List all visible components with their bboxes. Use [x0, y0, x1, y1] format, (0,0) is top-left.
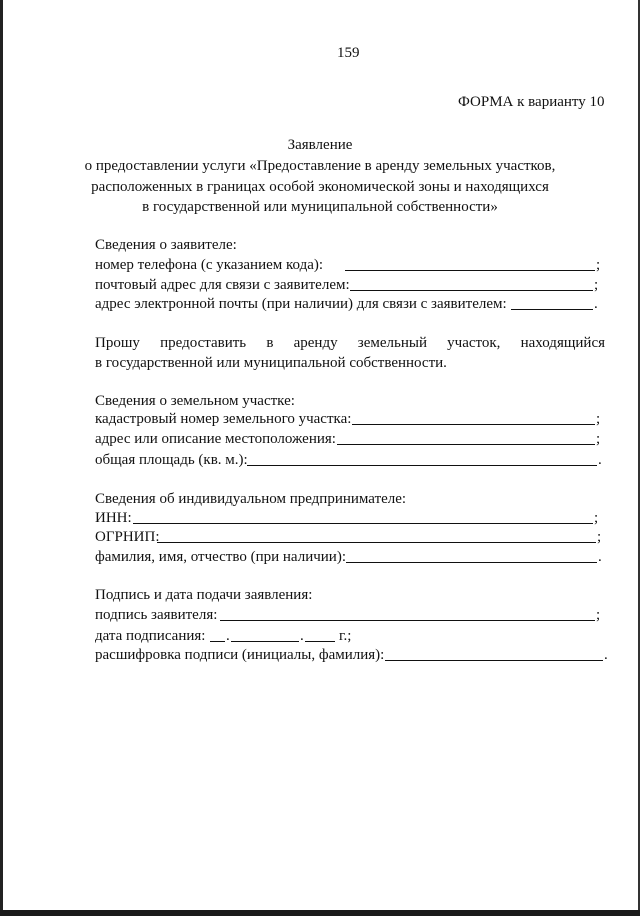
signature-heading: Подпись и дата подачи заявления: — [95, 587, 313, 603]
postal-semicolon: ; — [594, 277, 599, 293]
request-word: в — [266, 335, 274, 351]
subtitle-line-2: расположенных в границах особой экономической зоны и находящихся — [91, 179, 549, 195]
request-word: предоставить — [160, 335, 247, 351]
postal-label: почтовый адрес для связи с заявителем: — [95, 277, 350, 293]
date-label: дата подписания: — [95, 628, 206, 644]
subtitle-line-1: о предоставлении услуги «Предоставление в аренду земельных участков, — [84, 158, 556, 174]
date-dot-1: . — [226, 628, 230, 644]
area-period: . — [598, 452, 602, 468]
decode-period: . — [604, 647, 608, 663]
phone-field[interactable] — [345, 270, 595, 271]
signature-decode-field[interactable] — [385, 660, 603, 661]
document-title: Заявление — [287, 137, 353, 153]
request-word: земельный — [357, 335, 427, 351]
form-label: ФОРМА к варианту 10 — [458, 94, 605, 110]
fio-period: . — [598, 549, 602, 565]
area-label: общая площадь (кв. м.): — [95, 452, 248, 468]
signature-field[interactable] — [220, 620, 595, 621]
inn-label: ИНН: — [95, 510, 132, 526]
email-period: . — [594, 296, 598, 312]
area-field[interactable] — [247, 465, 597, 466]
postal-address-field[interactable] — [350, 290, 593, 291]
email-label: адрес электронной почты (при наличии) для связи с заявителем: — [95, 296, 507, 312]
year-suffix: г.; — [339, 628, 352, 644]
inn-field[interactable] — [133, 523, 593, 524]
phone-label: номер телефона (с указанием кода): — [95, 257, 324, 273]
signature-decode-label: расшифровка подписи (инициалы, фамилия): — [95, 647, 385, 663]
request-word: находящийся — [520, 335, 605, 351]
subtitle-line-3: в государственной или муниципальной собственности» — [142, 199, 498, 215]
land-heading: Сведения о земельном участке: — [95, 393, 295, 409]
signature-label: подпись заявителя: — [95, 607, 218, 623]
fio-label: фамилия, имя, отчество (при наличии): — [95, 549, 346, 565]
entrepreneur-heading: Сведения об индивидуальном предпринимателе: — [95, 491, 407, 507]
ogrnip-semicolon: ; — [597, 529, 602, 545]
date-year-field[interactable] — [305, 641, 335, 642]
location-semicolon: ; — [596, 431, 601, 447]
signature-semicolon: ; — [596, 607, 601, 623]
ogrnip-field[interactable] — [157, 542, 596, 543]
email-field[interactable] — [511, 309, 593, 310]
request-word: участок, — [447, 335, 501, 351]
date-day-field[interactable] — [210, 641, 225, 642]
ogrnip-label: ОГРНИП: — [95, 529, 160, 545]
cadastral-label: кадастровый номер земельного участка: — [95, 411, 352, 427]
applicant-heading: Сведения о заявителе: — [95, 237, 237, 253]
cadastral-number-field[interactable] — [352, 424, 595, 425]
date-dot-2: . — [300, 628, 304, 644]
phone-semicolon: ; — [596, 257, 601, 273]
request-word: аренду — [293, 335, 338, 351]
page-number: 159 — [337, 45, 360, 61]
request-line-1 — [95, 334, 605, 352]
fio-field[interactable] — [346, 562, 597, 563]
request-line-2: в государственной или муниципальной собственности. — [95, 355, 447, 371]
scan-edge-bottom — [0, 910, 640, 916]
date-month-field[interactable] — [231, 641, 299, 642]
inn-semicolon: ; — [594, 510, 599, 526]
location-label: адрес или описание местоположения: — [95, 431, 336, 447]
request-word: Прошу — [95, 335, 140, 351]
location-field[interactable] — [337, 444, 595, 445]
cadastral-semicolon: ; — [596, 411, 601, 427]
